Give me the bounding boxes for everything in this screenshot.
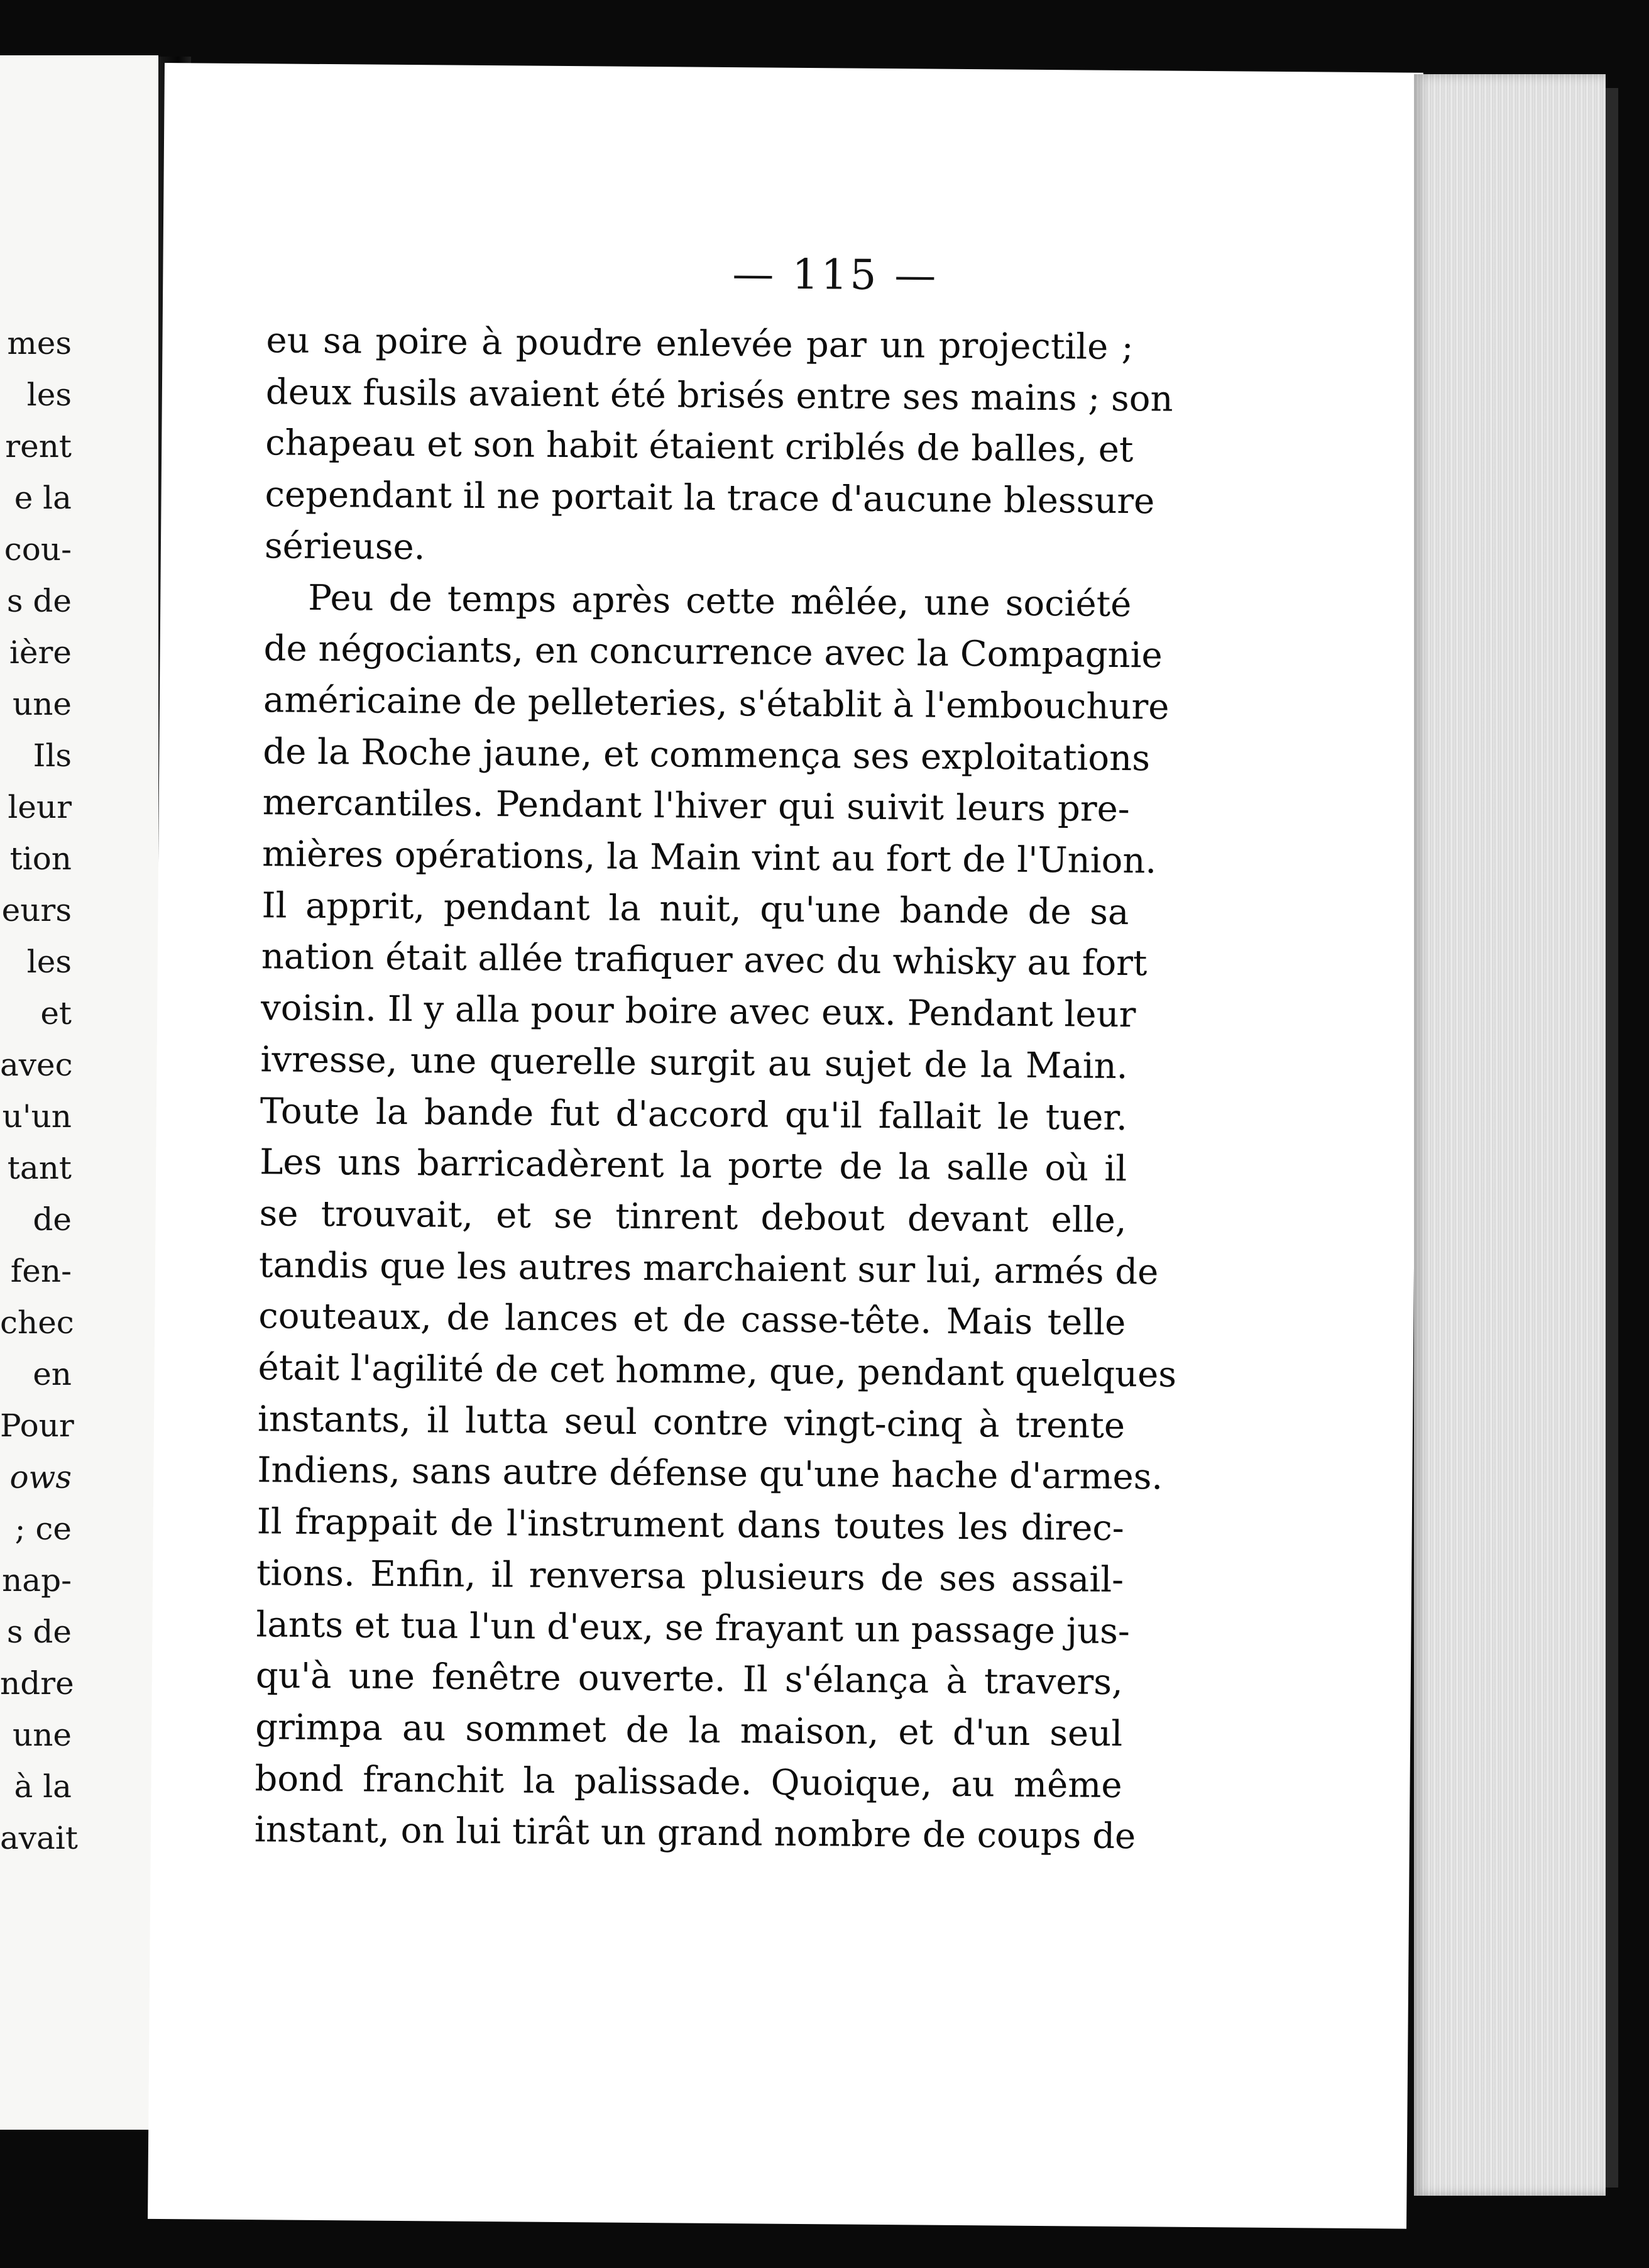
left-fragment: ière: [9, 634, 72, 671]
left-fragment: de: [33, 1201, 72, 1238]
text-line: Peu de temps après cette mêlée, une société: [308, 577, 1132, 625]
text-line: nation était allée trafiquer avec du whisky au fort: [261, 936, 1148, 984]
text-line: Toute la bande fut d'accord qu'il fallait le tuer.: [260, 1090, 1128, 1138]
left-fragment: mes: [7, 325, 72, 361]
left-fragment: une: [13, 1717, 72, 1753]
left-fragment: une: [13, 686, 72, 722]
left-fragment: avec: [0, 1047, 73, 1083]
text-line: bond franchit la palissade. Quoique, au même: [255, 1758, 1122, 1806]
text-line: couteaux, de lances et de casse-tête. Mais telle: [258, 1296, 1126, 1344]
right-page: [148, 63, 1423, 2229]
text-line: tandis que les autres marchaient sur lui, armés de: [258, 1244, 1159, 1293]
left-fragment: chec: [0, 1304, 74, 1341]
left-fragment: eurs: [1, 892, 72, 928]
text-line: mercantiles. Pendant l'hiver qui suivit leurs pre-: [262, 782, 1130, 830]
text-line: grimpa au sommet de la maison, et d'un seul: [255, 1707, 1123, 1755]
page-edges: [1414, 74, 1606, 2196]
text-line: eu sa poire à poudre enlevée par un projectile ;: [266, 320, 1134, 368]
text-line: de la Roche jaune, et commença ses exploitations: [263, 730, 1151, 779]
text-line: sérieuse.: [264, 526, 425, 568]
text-line: ivresse, une querelle surgit au sujet de la Main.: [260, 1039, 1128, 1087]
left-fragment: Ils: [33, 737, 72, 774]
text-line: cependant il ne portait la trace d'aucune blessure: [265, 474, 1155, 522]
left-fragment: Pour: [0, 1407, 74, 1444]
book-cover-edge: [1606, 88, 1618, 2188]
text-line: mières opérations, la Main vint au fort de l'Union.: [261, 834, 1157, 882]
text-line: se trouvait, et se tinrent debout devant elle,: [259, 1193, 1127, 1241]
left-fragment: avait: [0, 1820, 78, 1856]
text-line: Indiens, sans autre défense qu'une hache d'armes.: [257, 1450, 1163, 1499]
left-fragment: tant: [7, 1150, 72, 1186]
text-line: lants et tua l'un d'eux, se frayant un passage jus-: [256, 1604, 1131, 1652]
text-line: de négociants, en concurrence avec la Compagnie: [263, 628, 1163, 676]
text-line: qu'à une fenêtre ouverte. Il s'élança à travers,: [255, 1655, 1124, 1704]
text-line: tions. Enfin, il renversa plusieurs de ses assail-: [256, 1553, 1124, 1600]
left-fragment: cou-: [4, 531, 72, 568]
left-fragment: ; ce: [14, 1511, 72, 1547]
left-fragment: leur: [8, 789, 72, 825]
left-fragment: rent: [5, 428, 72, 465]
text-line: américaine de pelleteries, s'établit à l'embouchure: [263, 680, 1170, 728]
left-fragment: u'un: [2, 1098, 72, 1135]
body-text: [254, 315, 1177, 1863]
left-fragment: les: [26, 944, 72, 980]
left-fragment: et: [40, 995, 72, 1032]
left-fragment: nap-: [2, 1562, 72, 1599]
left-fragment: en: [33, 1356, 72, 1392]
left-page-text-fragments: [0, 317, 78, 1864]
text-line: voisin. Il y alla pour boire avec eux. Pendant leur: [260, 988, 1136, 1036]
left-fragment: ndre: [0, 1665, 74, 1702]
text-line: chapeau et son habit étaient criblés de balles, et: [265, 422, 1134, 471]
left-fragment: tion: [9, 840, 72, 877]
text-line: instants, il lutta seul contre vingt-cinq à trente: [257, 1398, 1126, 1446]
text-line: était l'agilité de cet homme, que, pendant quelques: [258, 1347, 1177, 1395]
left-fragment: ows: [9, 1459, 72, 1495]
text-line: deux fusils avaient été brisés entre ses mains ; son: [265, 371, 1173, 420]
text-line: instant, on lui tirât un grand nombre de coups de: [254, 1809, 1136, 1858]
text-line: Les uns barricadèrent la porte de la salle où il: [260, 1142, 1127, 1190]
left-fragment: s de: [6, 583, 72, 619]
text-line: Il apprit, pendant la nuit, qu'une bande de sa: [261, 884, 1129, 933]
left-fragment: à la: [14, 1768, 72, 1805]
left-fragment: s de: [6, 1614, 72, 1650]
left-fragment: e la: [14, 480, 72, 516]
left-fragment: fen-: [10, 1253, 72, 1289]
left-fragment: les: [26, 377, 72, 413]
text-line: Il frappait de l'instrument dans toutes les direc-: [256, 1501, 1124, 1550]
page-number: — 115 —: [732, 250, 939, 300]
